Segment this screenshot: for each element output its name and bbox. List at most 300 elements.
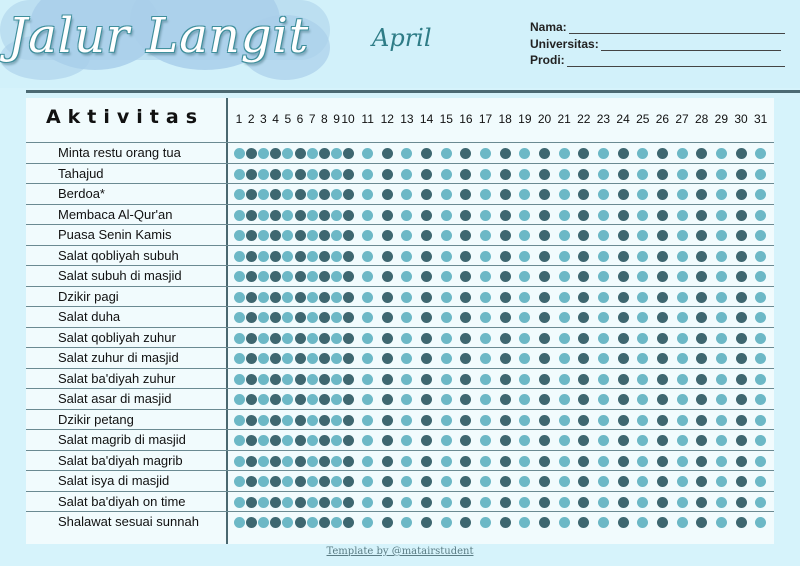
habit-dot[interactable]	[362, 497, 373, 508]
habit-dot[interactable]	[246, 189, 257, 200]
habit-dot[interactable]	[246, 435, 257, 446]
habit-dot[interactable]	[270, 374, 281, 385]
habit-dot[interactable]	[736, 497, 747, 508]
habit-dot[interactable]	[460, 251, 471, 262]
habit-dot[interactable]	[362, 292, 373, 303]
habit-dot[interactable]	[755, 169, 766, 180]
habit-dot[interactable]	[382, 415, 393, 426]
habit-dot[interactable]	[677, 435, 688, 446]
habit-dot[interactable]	[500, 394, 511, 405]
habit-dot[interactable]	[578, 251, 589, 262]
habit-dot[interactable]	[598, 312, 609, 323]
habit-dot[interactable]	[716, 497, 727, 508]
habit-dot[interactable]	[677, 148, 688, 159]
habit-dot[interactable]	[421, 210, 432, 221]
habit-dot[interactable]	[637, 251, 648, 262]
habit-dot[interactable]	[441, 169, 452, 180]
name-field[interactable]	[530, 20, 785, 34]
habit-dot[interactable]	[307, 148, 318, 159]
habit-dot[interactable]	[343, 394, 354, 405]
habit-dot[interactable]	[307, 312, 318, 323]
habit-dot[interactable]	[382, 312, 393, 323]
habit-dot[interactable]	[441, 210, 452, 221]
habit-dot[interactable]	[657, 230, 668, 241]
habit-dot[interactable]	[500, 497, 511, 508]
habit-dot[interactable]	[677, 333, 688, 344]
habit-dot[interactable]	[618, 517, 629, 528]
habit-dot[interactable]	[441, 333, 452, 344]
habit-dot[interactable]	[343, 292, 354, 303]
habit-dot[interactable]	[295, 251, 306, 262]
habit-dot[interactable]	[343, 497, 354, 508]
habit-dot[interactable]	[441, 292, 452, 303]
habit-dot[interactable]	[382, 271, 393, 282]
habit-dot[interactable]	[258, 517, 269, 528]
habit-dot[interactable]	[559, 210, 570, 221]
habit-dot[interactable]	[677, 189, 688, 200]
habit-dot[interactable]	[618, 333, 629, 344]
habit-dot[interactable]	[258, 353, 269, 364]
habit-dot[interactable]	[500, 312, 511, 323]
habit-dot[interactable]	[618, 415, 629, 426]
habit-dot[interactable]	[382, 353, 393, 364]
habit-dot[interactable]	[480, 394, 491, 405]
habit-dot[interactable]	[677, 394, 688, 405]
habit-dot[interactable]	[319, 271, 330, 282]
habit-dot[interactable]	[598, 517, 609, 528]
habit-dot[interactable]	[295, 415, 306, 426]
habit-dot[interactable]	[441, 148, 452, 159]
habit-dot[interactable]	[401, 497, 412, 508]
habit-dot[interactable]	[578, 169, 589, 180]
habit-dot[interactable]	[295, 210, 306, 221]
habit-dot[interactable]	[234, 148, 245, 159]
habit-dot[interactable]	[246, 374, 257, 385]
habit-dot[interactable]	[401, 251, 412, 262]
habit-dot[interactable]	[480, 148, 491, 159]
habit-dot[interactable]	[657, 435, 668, 446]
habit-dot[interactable]	[559, 456, 570, 467]
habit-dot[interactable]	[736, 333, 747, 344]
habit-dot[interactable]	[319, 189, 330, 200]
habit-dot[interactable]	[539, 230, 550, 241]
prodi-field[interactable]	[530, 53, 785, 67]
habit-dot[interactable]	[657, 497, 668, 508]
habit-dot[interactable]	[319, 169, 330, 180]
habit-dot[interactable]	[598, 497, 609, 508]
habit-dot[interactable]	[677, 312, 688, 323]
habit-dot[interactable]	[282, 333, 293, 344]
habit-dot[interactable]	[295, 497, 306, 508]
habit-dot[interactable]	[618, 189, 629, 200]
habit-dot[interactable]	[716, 333, 727, 344]
habit-dot[interactable]	[539, 333, 550, 344]
habit-dot[interactable]	[559, 476, 570, 487]
habit-dot[interactable]	[559, 148, 570, 159]
habit-dot[interactable]	[246, 148, 257, 159]
habit-dot[interactable]	[716, 148, 727, 159]
habit-dot[interactable]	[343, 189, 354, 200]
habit-dot[interactable]	[736, 169, 747, 180]
habit-dot[interactable]	[716, 251, 727, 262]
habit-dot[interactable]	[362, 374, 373, 385]
habit-dot[interactable]	[677, 271, 688, 282]
habit-dot[interactable]	[480, 210, 491, 221]
habit-dot[interactable]	[343, 210, 354, 221]
habit-dot[interactable]	[307, 251, 318, 262]
habit-dot[interactable]	[480, 230, 491, 241]
habit-dot[interactable]	[234, 210, 245, 221]
habit-dot[interactable]	[755, 292, 766, 303]
habit-dot[interactable]	[246, 169, 257, 180]
habit-dot[interactable]	[755, 333, 766, 344]
habit-dot[interactable]	[500, 271, 511, 282]
habit-dot[interactable]	[382, 148, 393, 159]
habit-dot[interactable]	[270, 210, 281, 221]
habit-dot[interactable]	[258, 148, 269, 159]
habit-dot[interactable]	[282, 210, 293, 221]
habit-dot[interactable]	[618, 169, 629, 180]
habit-dot[interactable]	[559, 189, 570, 200]
habit-dot[interactable]	[755, 456, 766, 467]
habit-dot[interactable]	[295, 353, 306, 364]
habit-dot[interactable]	[736, 189, 747, 200]
habit-dot[interactable]	[441, 353, 452, 364]
habit-dot[interactable]	[578, 333, 589, 344]
habit-dot[interactable]	[401, 333, 412, 344]
habit-dot[interactable]	[539, 456, 550, 467]
habit-dot[interactable]	[598, 271, 609, 282]
habit-dot[interactable]	[578, 456, 589, 467]
habit-dot[interactable]	[637, 169, 648, 180]
habit-dot[interactable]	[382, 456, 393, 467]
habit-dot[interactable]	[539, 476, 550, 487]
habit-dot[interactable]	[736, 210, 747, 221]
habit-dot[interactable]	[331, 292, 342, 303]
habit-dot[interactable]	[382, 476, 393, 487]
habit-dot[interactable]	[421, 456, 432, 467]
habit-dot[interactable]	[343, 456, 354, 467]
habit-dot[interactable]	[480, 374, 491, 385]
habit-dot[interactable]	[657, 312, 668, 323]
habit-dot[interactable]	[480, 333, 491, 344]
habit-dot[interactable]	[578, 497, 589, 508]
habit-dot[interactable]	[716, 189, 727, 200]
template-credit[interactable]: Template by @matairstudent	[326, 546, 474, 557]
habit-dot[interactable]	[258, 435, 269, 446]
habit-dot[interactable]	[637, 333, 648, 344]
habit-dot[interactable]	[736, 517, 747, 528]
habit-dot[interactable]	[677, 251, 688, 262]
habit-dot[interactable]	[307, 189, 318, 200]
habit-dot[interactable]	[755, 251, 766, 262]
habit-dot[interactable]	[331, 333, 342, 344]
habit-dot[interactable]	[331, 497, 342, 508]
habit-dot[interactable]	[421, 251, 432, 262]
habit-dot[interactable]	[295, 456, 306, 467]
habit-dot[interactable]	[559, 497, 570, 508]
habit-dot[interactable]	[234, 251, 245, 262]
habit-dot[interactable]	[258, 415, 269, 426]
habit-dot[interactable]	[460, 169, 471, 180]
habit-dot[interactable]	[307, 333, 318, 344]
habit-dot[interactable]	[246, 312, 257, 323]
habit-dot[interactable]	[559, 251, 570, 262]
habit-dot[interactable]	[677, 169, 688, 180]
habit-dot[interactable]	[716, 169, 727, 180]
habit-dot[interactable]	[295, 517, 306, 528]
habit-dot[interactable]	[657, 353, 668, 364]
habit-dot[interactable]	[677, 476, 688, 487]
habit-dot[interactable]	[307, 456, 318, 467]
habit-dot[interactable]	[500, 517, 511, 528]
habit-dot[interactable]	[460, 415, 471, 426]
habit-dot[interactable]	[657, 476, 668, 487]
habit-dot[interactable]	[559, 394, 570, 405]
habit-dot[interactable]	[618, 353, 629, 364]
habit-dot[interactable]	[282, 251, 293, 262]
habit-dot[interactable]	[258, 230, 269, 241]
habit-dot[interactable]	[539, 271, 550, 282]
habit-dot[interactable]	[382, 292, 393, 303]
habit-dot[interactable]	[480, 415, 491, 426]
habit-dot[interactable]	[234, 374, 245, 385]
habit-dot[interactable]	[460, 292, 471, 303]
habit-dot[interactable]	[441, 497, 452, 508]
habit-dot[interactable]	[539, 189, 550, 200]
habit-dot[interactable]	[539, 210, 550, 221]
habit-dot[interactable]	[246, 271, 257, 282]
habit-dot[interactable]	[307, 271, 318, 282]
habit-dot[interactable]	[480, 497, 491, 508]
habit-dot[interactable]	[618, 312, 629, 323]
habit-dot[interactable]	[696, 333, 707, 344]
habit-dot[interactable]	[519, 210, 530, 221]
habit-dot[interactable]	[295, 435, 306, 446]
habit-dot[interactable]	[480, 169, 491, 180]
habit-dot[interactable]	[441, 251, 452, 262]
habit-dot[interactable]	[270, 292, 281, 303]
habit-dot[interactable]	[519, 456, 530, 467]
habit-dot[interactable]	[716, 374, 727, 385]
habit-dot[interactable]	[755, 374, 766, 385]
habit-dot[interactable]	[362, 169, 373, 180]
habit-dot[interactable]	[559, 353, 570, 364]
habit-dot[interactable]	[500, 189, 511, 200]
habit-dot[interactable]	[736, 353, 747, 364]
habit-dot[interactable]	[460, 456, 471, 467]
habit-dot[interactable]	[500, 476, 511, 487]
habit-dot[interactable]	[421, 292, 432, 303]
habit-dot[interactable]	[696, 456, 707, 467]
habit-dot[interactable]	[716, 230, 727, 241]
habit-dot[interactable]	[519, 497, 530, 508]
habit-dot[interactable]	[657, 210, 668, 221]
habit-dot[interactable]	[258, 292, 269, 303]
habit-dot[interactable]	[307, 292, 318, 303]
habit-dot[interactable]	[637, 292, 648, 303]
habit-dot[interactable]	[382, 189, 393, 200]
habit-dot[interactable]	[657, 333, 668, 344]
habit-dot[interactable]	[696, 169, 707, 180]
habit-dot[interactable]	[401, 415, 412, 426]
habit-dot[interactable]	[480, 353, 491, 364]
habit-dot[interactable]	[343, 476, 354, 487]
habit-dot[interactable]	[382, 230, 393, 241]
habit-dot[interactable]	[578, 415, 589, 426]
habit-dot[interactable]	[500, 292, 511, 303]
habit-dot[interactable]	[539, 353, 550, 364]
habit-dot[interactable]	[559, 333, 570, 344]
habit-dot[interactable]	[282, 456, 293, 467]
habit-dot[interactable]	[382, 210, 393, 221]
habit-dot[interactable]	[755, 415, 766, 426]
habit-dot[interactable]	[343, 415, 354, 426]
habit-dot[interactable]	[270, 333, 281, 344]
habit-dot[interactable]	[421, 497, 432, 508]
habit-dot[interactable]	[343, 333, 354, 344]
habit-dot[interactable]	[736, 394, 747, 405]
habit-dot[interactable]	[736, 251, 747, 262]
habit-dot[interactable]	[716, 353, 727, 364]
habit-dot[interactable]	[696, 210, 707, 221]
habit-dot[interactable]	[480, 456, 491, 467]
habit-dot[interactable]	[441, 435, 452, 446]
habit-dot[interactable]	[637, 415, 648, 426]
habit-dot[interactable]	[736, 456, 747, 467]
habit-dot[interactable]	[421, 374, 432, 385]
habit-dot[interactable]	[578, 374, 589, 385]
habit-dot[interactable]	[677, 292, 688, 303]
habit-dot[interactable]	[319, 148, 330, 159]
habit-dot[interactable]	[246, 456, 257, 467]
habit-dot[interactable]	[343, 517, 354, 528]
habit-dot[interactable]	[657, 517, 668, 528]
habit-dot[interactable]	[696, 415, 707, 426]
habit-dot[interactable]	[234, 517, 245, 528]
habit-dot[interactable]	[331, 210, 342, 221]
habit-dot[interactable]	[234, 292, 245, 303]
habit-dot[interactable]	[618, 292, 629, 303]
habit-dot[interactable]	[234, 497, 245, 508]
habit-dot[interactable]	[282, 374, 293, 385]
habit-dot[interactable]	[234, 271, 245, 282]
habit-dot[interactable]	[319, 497, 330, 508]
habit-dot[interactable]	[716, 476, 727, 487]
habit-dot[interactable]	[331, 251, 342, 262]
habit-dot[interactable]	[421, 415, 432, 426]
habit-dot[interactable]	[677, 210, 688, 221]
habit-dot[interactable]	[598, 415, 609, 426]
habit-dot[interactable]	[246, 230, 257, 241]
habit-dot[interactable]	[401, 456, 412, 467]
habit-dot[interactable]	[539, 394, 550, 405]
habit-dot[interactable]	[234, 435, 245, 446]
habit-dot[interactable]	[480, 517, 491, 528]
habit-dot[interactable]	[480, 189, 491, 200]
habit-dot[interactable]	[295, 333, 306, 344]
habit-dot[interactable]	[258, 189, 269, 200]
habit-dot[interactable]	[382, 435, 393, 446]
habit-dot[interactable]	[618, 476, 629, 487]
habit-dot[interactable]	[319, 312, 330, 323]
habit-dot[interactable]	[539, 169, 550, 180]
habit-dot[interactable]	[657, 456, 668, 467]
habit-dot[interactable]	[716, 210, 727, 221]
habit-dot[interactable]	[282, 497, 293, 508]
habit-dot[interactable]	[270, 497, 281, 508]
habit-dot[interactable]	[657, 251, 668, 262]
habit-dot[interactable]	[421, 169, 432, 180]
habit-dot[interactable]	[234, 333, 245, 344]
habit-dot[interactable]	[657, 394, 668, 405]
habit-dot[interactable]	[480, 292, 491, 303]
habit-dot[interactable]	[441, 312, 452, 323]
habit-dot[interactable]	[736, 415, 747, 426]
habit-dot[interactable]	[618, 271, 629, 282]
habit-dot[interactable]	[258, 374, 269, 385]
habit-dot[interactable]	[246, 292, 257, 303]
habit-dot[interactable]	[539, 435, 550, 446]
habit-dot[interactable]	[295, 476, 306, 487]
habit-dot[interactable]	[539, 148, 550, 159]
habit-dot[interactable]	[258, 497, 269, 508]
habit-dot[interactable]	[618, 456, 629, 467]
habit-dot[interactable]	[319, 435, 330, 446]
habit-dot[interactable]	[362, 415, 373, 426]
habit-dot[interactable]	[319, 251, 330, 262]
habit-dot[interactable]	[736, 230, 747, 241]
habit-dot[interactable]	[559, 169, 570, 180]
habit-dot[interactable]	[319, 415, 330, 426]
habit-dot[interactable]	[618, 148, 629, 159]
habit-dot[interactable]	[295, 271, 306, 282]
habit-dot[interactable]	[677, 456, 688, 467]
habit-dot[interactable]	[598, 189, 609, 200]
habit-dot[interactable]	[234, 415, 245, 426]
habit-dot[interactable]	[716, 415, 727, 426]
habit-dot[interactable]	[441, 517, 452, 528]
habit-dot[interactable]	[519, 333, 530, 344]
habit-dot[interactable]	[460, 333, 471, 344]
habit-dot[interactable]	[295, 394, 306, 405]
habit-dot[interactable]	[500, 169, 511, 180]
habit-dot[interactable]	[295, 292, 306, 303]
habit-dot[interactable]	[637, 374, 648, 385]
habit-dot[interactable]	[382, 374, 393, 385]
habit-dot[interactable]	[598, 333, 609, 344]
habit-dot[interactable]	[559, 271, 570, 282]
habit-dot[interactable]	[295, 374, 306, 385]
habit-dot[interactable]	[246, 415, 257, 426]
habit-dot[interactable]	[578, 292, 589, 303]
habit-dot[interactable]	[382, 517, 393, 528]
habit-dot[interactable]	[500, 353, 511, 364]
habit-dot[interactable]	[343, 148, 354, 159]
habit-dot[interactable]	[559, 435, 570, 446]
habit-dot[interactable]	[559, 312, 570, 323]
habit-dot[interactable]	[519, 415, 530, 426]
habit-dot[interactable]	[480, 312, 491, 323]
habit-dot[interactable]	[362, 456, 373, 467]
habit-dot[interactable]	[441, 230, 452, 241]
habit-dot[interactable]	[539, 517, 550, 528]
habit-dot[interactable]	[234, 456, 245, 467]
habit-dot[interactable]	[755, 210, 766, 221]
habit-dot[interactable]	[716, 456, 727, 467]
habit-dot[interactable]	[319, 374, 330, 385]
habit-dot[interactable]	[500, 333, 511, 344]
